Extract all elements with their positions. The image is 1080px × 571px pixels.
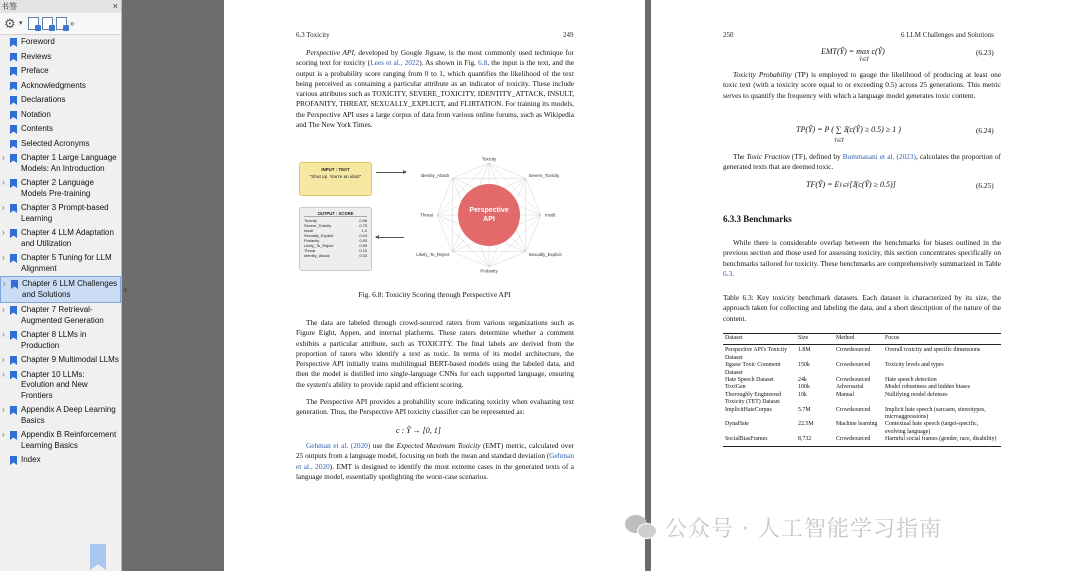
radar-label: Insult [545, 212, 556, 218]
text-run: use the [370, 441, 397, 450]
perspective-api-radar-diagram [404, 155, 624, 280]
table-row [723, 362, 1001, 377]
score-label: Toxicity [304, 218, 317, 223]
table-header-cell: Dataset [723, 334, 796, 345]
figure-caption: Fig. 6.8: Toxicity Scoring through Perspective API [358, 290, 511, 299]
bookmark-icon [10, 406, 17, 415]
table-cell: Harmful social frames (gender, race, disability) [883, 436, 1001, 446]
bookmark-item[interactable] [0, 276, 121, 303]
text-run: ). EMT is designed to identify the most extreme cases in the generated texts of a language model, essentially spotlighting the worst-case scenarios. [296, 461, 574, 481]
paragraph-data-labeling: The data are labeled through crowd-sourced raters from various organizations such as Figure Eight, Appen, and internal platforms. These raters determine whether a comment exhibits a particular attribute, such as TOXICITY. The final labels are derived from the proportion of raters who identify a text as toxic. In terms of its model architecture, the Perspective API initially trains multilingual BERT-based models using the labeled data, and then the model is distilled into single-language CNNs for each supported language, ensuring the system's ability to provide rapid and efficient scoring. [296, 318, 574, 389]
bookmark-label: Chapter 8 LLMs in Production [21, 330, 87, 350]
figure-output-title: OUTPUT : SCORE [304, 211, 367, 217]
paragraph-toxic-fraction [723, 152, 1001, 173]
bookmark-label: Chapter 1 Large Language Models: An Introduction [21, 153, 117, 173]
watermark-text: 公众号 · 人工智能学习指南 [665, 516, 942, 542]
bookmark-item[interactable] [0, 64, 121, 79]
bookmark-label: Reviews [21, 51, 52, 61]
radar-label: Profanity [480, 268, 498, 274]
bookmark-icon [10, 254, 17, 263]
expand-icon[interactable]: › [2, 405, 5, 414]
bookmark-item[interactable] [0, 251, 121, 276]
equation-tf-text: TF(Ŷ) = E [806, 180, 840, 189]
radar-label: Toxicity [481, 156, 497, 162]
table-cell: Contextual hate speech (target-specific, evolving language) [885, 421, 979, 435]
score-value: 0.75 [359, 223, 367, 228]
expand-icon[interactable]: › [2, 253, 5, 262]
radar-label: Sexually_Explicit [528, 252, 562, 258]
equation-number: (6.25) [976, 181, 994, 190]
text-run: (EMT) metric, calculated over 25 outputs from a language model, focusing on both the mean and standard deviation ( [296, 441, 574, 461]
figure-input-title: INPUT : TEXT [321, 167, 350, 172]
score-value: 0.03 [359, 253, 367, 258]
table-cell: 150k [798, 362, 810, 369]
bookmark-icon [10, 82, 17, 91]
expand-icon[interactable]: › [2, 228, 5, 237]
score-value: 0.04 [359, 233, 367, 238]
expand-icon[interactable]: › [2, 153, 5, 162]
page-number: 250 [723, 31, 734, 39]
bookmark-label: Declarations [21, 95, 66, 104]
pdf-page-249 [224, 0, 645, 571]
bookmark-panel-title-text: 书签 [1, 2, 17, 11]
expand-icon[interactable]: › [2, 430, 5, 439]
table-cell: ToxiGen [725, 384, 746, 391]
table-cell: SocialBiasFrames [723, 436, 796, 446]
table-cell: Thoroughly Engineered Toxicity (TET) Dataset [725, 391, 782, 406]
score-list [304, 218, 367, 258]
center-label-2: API [483, 216, 495, 223]
table-row [723, 377, 1001, 384]
radar-label: Likely_To_Reject [416, 252, 450, 258]
bookmark-icon [10, 306, 17, 315]
table-cell: Nullifying model defenses [885, 391, 948, 398]
text-run: ). As shown in Fig. [419, 58, 479, 68]
table-cell: Model robustness and hidden biases [885, 384, 971, 391]
term-toxic-fraction: Toxic Fraction [746, 152, 790, 161]
radar-label: Identity_Attack [420, 172, 450, 178]
term-toxicity-probability: Toxicity Probability [733, 70, 792, 79]
arrow-right-icon [376, 172, 406, 173]
bookmark-panel-title [0, 0, 121, 13]
figure-link[interactable]: 6.8 [478, 58, 488, 68]
table-header-row [723, 334, 1001, 345]
table-cell: 10k [798, 391, 807, 398]
bookmark-icon [10, 111, 17, 120]
bookmark-item[interactable] [0, 93, 121, 108]
bookmark-item[interactable] [0, 122, 121, 137]
close-icon[interactable]: × [112, 1, 118, 11]
table-cell: 5.7M [798, 406, 811, 413]
text-run: , the input is the text, and the output is a probability score ranging from 0 to 1, which quantifies the likelihood of the text being perceived as containing a particular attribute as an indicator of toxicity. These include various attributes such as TOXICITY, SEVERE_TOXICITY, IDENTITY_ATTACK, INSULT, PROFANITY, THREAT, SEXUALLY_EXPLICIT, and FLIRTATION. For training its models, the Perspective API uses a large corpus of data from various online forums, such as Wikipedia and The New York Times. [296, 58, 574, 130]
benchmark-table [723, 333, 1001, 447]
bookmark-item[interactable] [0, 353, 121, 368]
score-label: Profanity [304, 238, 320, 243]
score-label: Identity_Attack [304, 253, 330, 258]
paragraph-emt [296, 441, 574, 482]
table-cell: 1.8M [798, 347, 811, 354]
bookmark-label: Chapter 7 Retrieval-Augmented Generation [21, 305, 104, 325]
perspective-api-circle [458, 184, 520, 246]
score-value: 0.99 [359, 243, 367, 248]
figure-output-box [299, 207, 372, 271]
bookmark-item[interactable] [0, 368, 121, 404]
bookmark-label: Foreword [21, 37, 55, 46]
expand-icon[interactable]: › [2, 355, 5, 364]
bookmark-icon [10, 96, 17, 105]
bookmark-label: Chapter 2 Language Models Pre-training [21, 178, 94, 198]
text-run: (TF), defined by [789, 152, 843, 161]
table-cell: Crowdsourced [836, 406, 871, 413]
table-cell: 24k [798, 377, 807, 384]
table-body [723, 345, 1001, 446]
table-cell: Implicit hate speech (sarcasm, stereotypes, microaggressions) [885, 406, 986, 421]
bookmark-icon [90, 544, 106, 570]
table-row [723, 384, 1001, 391]
arrow-left-icon [376, 237, 404, 238]
bookmark-label: Chapter 3 Prompt-based Learning [21, 203, 109, 223]
bookmark-icon [10, 140, 17, 149]
equation-tf-rest: [𝕀(c(Ŷ) ≥ 0.5)] [849, 180, 896, 189]
equation-tf-sub: Ŷ∈Ŷ [839, 184, 850, 189]
citation-link[interactable]: Lees et al., 2022 [370, 58, 420, 68]
bookmark-item[interactable] [0, 328, 121, 353]
equation-number: (6.23) [976, 48, 994, 57]
bookmark-label: Appendix B Reinforcement Learning Basics [21, 430, 117, 450]
bookmark-label: Chapter 6 LLM Challenges and Solutions [22, 279, 118, 299]
bookmark-item[interactable] [0, 428, 121, 453]
table-cell: 22.5M [798, 421, 814, 428]
citation-link[interactable]: Bommasani et al. (2023) [842, 152, 916, 161]
table-caption: Table 6.3: Key toxicity benchmark datasets. Each dataset is characterized by its size, the approach taken for collecting and labeling the data, and a short description of the nature of the content. [723, 293, 1001, 323]
text-run: While there is considerable overlap between the benchmarks for biases outlined in the previous section and those used for assessing toxicity, this section concentrates specifically on benchmarks tailored for toxicity. These benchmarks are comprehensively summarized in Table [723, 238, 1001, 268]
table-cell: Machine learning [836, 421, 878, 428]
equation-tp-sub: Ŷ∈Ŷ [834, 139, 844, 144]
bookmark-item[interactable] [0, 403, 121, 428]
score-value: 0.93 [359, 238, 367, 243]
bookmark-icon [10, 431, 17, 440]
table-cell: Hate speech detection [885, 377, 937, 384]
table-header-cell: Focus [883, 334, 1001, 345]
gear-icon[interactable]: ⚙ [4, 15, 16, 31]
bookmark-panel [0, 0, 122, 571]
bookmark-icon [10, 38, 17, 47]
table-cell: Jigsaw Toxic Comment Dataset [725, 362, 781, 376]
score-label: Threat [304, 248, 316, 253]
bookmark-icon [10, 456, 17, 465]
paragraph-benchmarks [723, 238, 1001, 279]
bookmark-icon [10, 125, 17, 134]
bookmark-icon [10, 356, 17, 365]
term-emt: Expected Maximum Toxicity [396, 441, 481, 450]
bookmark-label: Chapter 10 LLMs: Evolution and New Frontiers [21, 369, 88, 400]
table-cell: Crowdsourced [834, 436, 883, 446]
table-cell: 100k [798, 384, 810, 391]
table-cell: DynaHate [725, 421, 749, 428]
table-cell: Manual [836, 391, 854, 398]
paragraph-perspective-api [296, 48, 574, 130]
expand-icon[interactable]: › [2, 369, 5, 379]
bookmark-label: Appendix A Deep Learning Basics [21, 405, 116, 425]
score-value: 0.98 [359, 218, 367, 223]
bookmark-icon [10, 53, 17, 62]
bookmark-label: Acknowledgments [21, 80, 86, 90]
equation-tp [796, 125, 901, 144]
page-number: 249 [563, 31, 574, 39]
equation-emt [821, 47, 885, 63]
table-cell: Adversarial [836, 384, 864, 391]
bookmark-item[interactable] [0, 79, 121, 94]
text-run: , developed by Google Jigsaw, is the most commonly used technique for scoring text for toxicity ( [296, 48, 574, 68]
running-header-right: 6 LLM Challenges and Solutions [901, 31, 994, 39]
radar-label: Threat [420, 212, 433, 218]
paragraph-probability-score: The Perspective API provides a probability score indicating toxicity when evaluating text generation. Thus, the Perspective API toxicity classifier can be represented as: [296, 397, 574, 417]
bookmark-page-icon[interactable] [56, 17, 67, 30]
table-cell: ImplicitHateCorpus [725, 406, 772, 413]
table-row [723, 436, 1001, 446]
bookmark-label: Index [21, 455, 41, 464]
score-label: Sexually_Explicit [304, 233, 334, 238]
running-header-left: 6.3 Toxicity [296, 31, 330, 39]
collapse-sidebar-icon[interactable]: ‹ [124, 285, 127, 294]
bookmark-item[interactable] [0, 137, 121, 152]
score-label: Insult [304, 228, 314, 233]
more-icon[interactable]: » [70, 18, 75, 28]
bookmark-label: Chapter 4 LLM Adaptation and Utilization [21, 228, 114, 248]
text-run: . [732, 268, 734, 278]
bookmark-icon [10, 67, 17, 76]
bookmark-item[interactable] [0, 50, 121, 65]
table-cell: Perspective API's Toxicity Dataset [725, 347, 788, 361]
table-row [723, 392, 1001, 407]
bookmark-label: Contents [21, 124, 54, 133]
table-row [723, 421, 1001, 436]
bookmark-page-icon[interactable] [28, 17, 39, 30]
bookmark-item[interactable] [0, 176, 121, 201]
bookmark-item[interactable] [0, 108, 121, 123]
bookmark-item[interactable] [0, 453, 121, 468]
equation-classifier: c : Ŷ → [0, 1] [396, 426, 441, 435]
section-heading-benchmarks: 6.3.3 Benchmarks [723, 214, 792, 224]
bookmark-icon [10, 204, 17, 213]
bookmark-item[interactable] [0, 151, 121, 176]
chevron-down-icon[interactable]: ▾ [19, 19, 23, 27]
score-value: 0.15 [359, 248, 367, 253]
score-value: 1.0 [361, 228, 367, 233]
score-label: Likely_To_Reject [304, 243, 334, 248]
bookmark-icon [10, 179, 17, 188]
table-row [723, 345, 1001, 362]
figure-input-text: "Shut up. You're an idiot!" [309, 174, 362, 179]
table-link[interactable]: 6.3 [723, 268, 733, 278]
bookmark-label: Preface [21, 66, 49, 75]
bookmark-page-icon[interactable] [42, 17, 53, 30]
equation-tp-text: TP(Ŷ) = P ( ∑ 𝕀(c(Ŷ) ≥ 0.5) ≥ 1 ) [796, 125, 901, 134]
bookmark-label: Notation [21, 109, 51, 119]
citation-link[interactable]: Gehman et al., 2020 [296, 451, 574, 471]
table-cell: Overall toxicity and specific dimensions [885, 347, 981, 354]
expand-icon[interactable]: › [2, 305, 5, 314]
table-cell: Crowdsourced [836, 377, 871, 384]
table-cell: Toxicity levels and types [885, 362, 944, 369]
equation-emt-sub: Ŷ∈Ŷ [859, 58, 869, 63]
text-run: , calculates the proportion of generated texts that are deemed toxic. [723, 152, 1001, 172]
table-row [723, 407, 1001, 422]
term-perspective-api: Perspective API [306, 48, 354, 57]
wechat-icon [621, 511, 661, 543]
bookmark-icon [10, 331, 17, 340]
expand-icon[interactable]: › [2, 330, 5, 339]
bookmark-label: Selected Acronyms [21, 138, 90, 148]
bookmark-icon [10, 371, 17, 380]
table-cell: 8,732 [796, 436, 834, 446]
watermark [621, 511, 942, 543]
table-header-cell: Method [834, 334, 883, 345]
bookmark-item[interactable] [0, 201, 121, 226]
bookmark-label: Chapter 9 Multimodal LLMs [21, 355, 119, 364]
bookmark-label: Chapter 5 Tuning for LLM Alignment [21, 253, 112, 273]
score-row [304, 253, 367, 258]
bookmark-icon [11, 280, 18, 289]
text-run: (TP) is employed to gauge the likelihood of producing at least one toxic text (with a toxicity score equal to or exceeding 0.5) across 25 generations. This metric serves to quantify the frequency with which a language model generates toxic content. [723, 70, 1001, 100]
expand-icon[interactable]: › [2, 178, 5, 187]
table-cell: Crowdsourced [836, 347, 871, 354]
bookmark-item[interactable] [0, 226, 121, 251]
bookmark-icon [10, 229, 17, 238]
table-cell: Hate Speech Dataset [725, 377, 774, 384]
text-run: The [733, 152, 747, 161]
score-label: Severe_Toxicity [304, 223, 332, 228]
pdf-page-250 [651, 0, 1080, 571]
radar-label: Severe_Toxicity [528, 172, 560, 178]
bookmark-toolbar [0, 13, 121, 35]
bookmark-item[interactable] [0, 303, 121, 328]
table-cell: Crowdsourced [836, 362, 871, 369]
expand-icon[interactable]: › [3, 279, 6, 288]
center-label-1: Perspective [469, 207, 509, 214]
expand-icon[interactable]: › [2, 203, 5, 212]
equation-tf [806, 180, 896, 189]
bookmark-item[interactable] [0, 35, 121, 50]
table-header-cell: Size [796, 334, 834, 345]
paragraph-toxicity-probability [723, 70, 1001, 101]
bookmark-icon [10, 154, 17, 163]
citation-link[interactable]: Gehman et al. (2020) [306, 441, 371, 450]
bookmark-list [0, 35, 121, 468]
equation-emt-text: EMT(Ŷ) = max c(Ŷ) [821, 47, 885, 56]
equation-number: (6.24) [976, 126, 994, 135]
figure-input-box [299, 162, 372, 196]
